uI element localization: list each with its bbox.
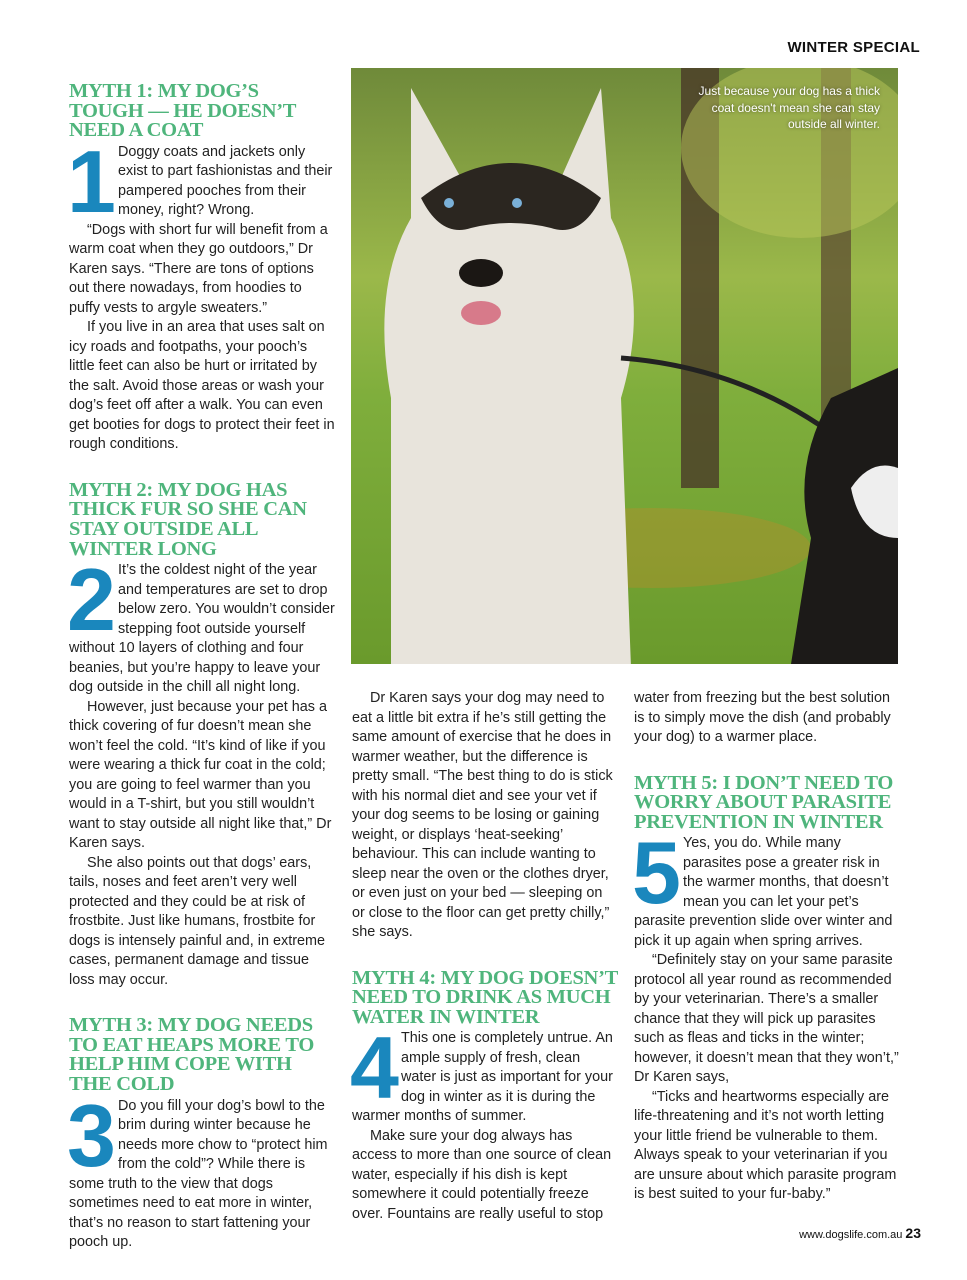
myth-1-heading: MYTH 1: MY DOG’S TOUGH — HE DOESN’T NEED A COAT bbox=[69, 80, 296, 142]
paragraph: If you live in an area that uses salt on icy roads and footpaths, your pooch’s little feet can also be hurt or irritated by the salt. Avoid those areas or wash your dog’s feet off after a walk. You can even get booties for dogs to protect their feet in rough conditions. bbox=[69, 319, 335, 453]
paragraph: It’s the coldest night of the year and temperatures are set to drop below zero. You wouldn’t consider stepping foot outside yourself without 10 layers of clothing and four beanies, but you’re happy to leave your dog outside in the chill all night long. bbox=[69, 562, 335, 696]
paragraph: water from freezing but the best solution is to simply move the dish (and probably your dog) to a warmer place. bbox=[634, 690, 891, 745]
drop-cap-5: 5 bbox=[632, 823, 677, 923]
paragraph: She also points out that dogs’ ears, tails, noses and feet aren’t very well protected and they could be at risk of frostbite. Just like humans, frostbite for dogs is intensely painful and, in extreme cases, permanent damage and tissue loss may occur. bbox=[69, 854, 325, 988]
myth-2-heading: MYTH 2: MY DOG HAS THICK FUR SO SHE CAN STAY OUTSIDE ALL WINTER LONG bbox=[69, 478, 307, 560]
myth-5-heading: MYTH 5: I DON’T NEED TO WORRY ABOUT PARASITE PREVENTION IN WINTER bbox=[634, 771, 894, 833]
drop-cap-1: 1 bbox=[67, 131, 112, 231]
myth-4-heading: MYTH 4: MY DOG DOESN’T NEED TO DRINK AS MUCH WATER IN WINTER bbox=[352, 966, 618, 1028]
website-url: www.dogslife.com.au bbox=[799, 1229, 903, 1241]
paragraph: “Ticks and heartworms especially are life-threatening and it’s not worth letting your little friend be vulnerable to them. Always speak to your veterinarian if you are unsure about which parasite program is best suited to your fur-baby.” bbox=[634, 1088, 897, 1203]
paragraph: Make sure your dog always has access to more than one source of clean water, especially if his dish is kept somewhere it could potentially freeze over. Fountains are really useful to stop bbox=[352, 1127, 612, 1222]
column-2 bbox=[352, 689, 618, 1224]
husky-photo bbox=[351, 68, 898, 664]
column-1 bbox=[69, 82, 335, 1253]
husky-image bbox=[351, 68, 898, 664]
myth-3-heading: MYTH 3: MY DOG NEEDS TO EAT HEAPS MORE TO HELP HIM COPE WITH THE COLD bbox=[69, 1014, 315, 1095]
paragraph: Dr Karen says your dog may need to eat a little bit extra if he’s still getting the same amount of exercise that he does in warmer weather, but the difference is pretty small. “The best thing to do is stick with his normal diet and see your vet if your dog seems to be losing or gaining weight, or displays ‘heat-seeking’ behaviour. This can include wanting to sleep near the oven or the clothes dryer, or even just on your bed — sleeping on or close to the floor can get pretty chilly,” she says. bbox=[352, 690, 613, 940]
paragraph: However, just because your pet has a thick covering of fur doesn’t mean she won’t feel the cold. “It’s kind of like if you were wearing a thick fur coat in the cold; you are going to feel warmer than you would in a T-shirt, but you still wouldn’t want to stay outside all night like that,” Dr Karen says. bbox=[69, 698, 332, 852]
page-number: 23 bbox=[905, 1225, 921, 1241]
paragraph: Yes, you do. While many parasites pose a greater risk in the warmer months, that doesn’t mean you can let your pet’s parasite prevention slide over winter and pick it up again when spring arrives. bbox=[634, 835, 893, 949]
section-label: WINTER SPECIAL bbox=[787, 39, 920, 56]
paragraph: “Definitely stay on your same parasite protocol all year round as recommended by your veterinarian. There’s a smaller chance that they will pick up parasites such as fleas and ticks in the winter; however, it doesn’t mean that they won’t,” Dr Karen says, bbox=[634, 952, 899, 1086]
paragraph: This one is completely untrue. An ample supply of fresh, clean water is just as important for your dog in winter as it is during the warmer months of summer. bbox=[352, 1030, 613, 1125]
page-footer bbox=[799, 1225, 921, 1241]
photo-caption: Just because your dog has a thick coat doesn't mean she can stay outside all winter. bbox=[698, 84, 880, 131]
paragraph: Do you fill your dog’s bowl to the brim during winter because he needs more chow to “protect him from the cold”? While there is some truth to the view that dogs sometimes need to eat more in winter, that’s no reason to start fattening your pooch up. bbox=[69, 1097, 328, 1251]
paragraph: “Dogs with short fur will benefit from a warm coat when they go outdoors,” Dr Karen says. “There are tons of options out there nowadays, from hoodies to puffy vests to argyle sweaters.” bbox=[69, 221, 328, 316]
drop-cap-3: 3 bbox=[67, 1085, 112, 1185]
column-3 bbox=[634, 689, 900, 1205]
paragraph: Doggy coats and jackets only exist to part fashionistas and their pampered pooches from their money, right? Wrong. bbox=[117, 143, 333, 219]
drop-cap-4: 4 bbox=[350, 1018, 395, 1118]
drop-cap-2: 2 bbox=[67, 550, 112, 650]
